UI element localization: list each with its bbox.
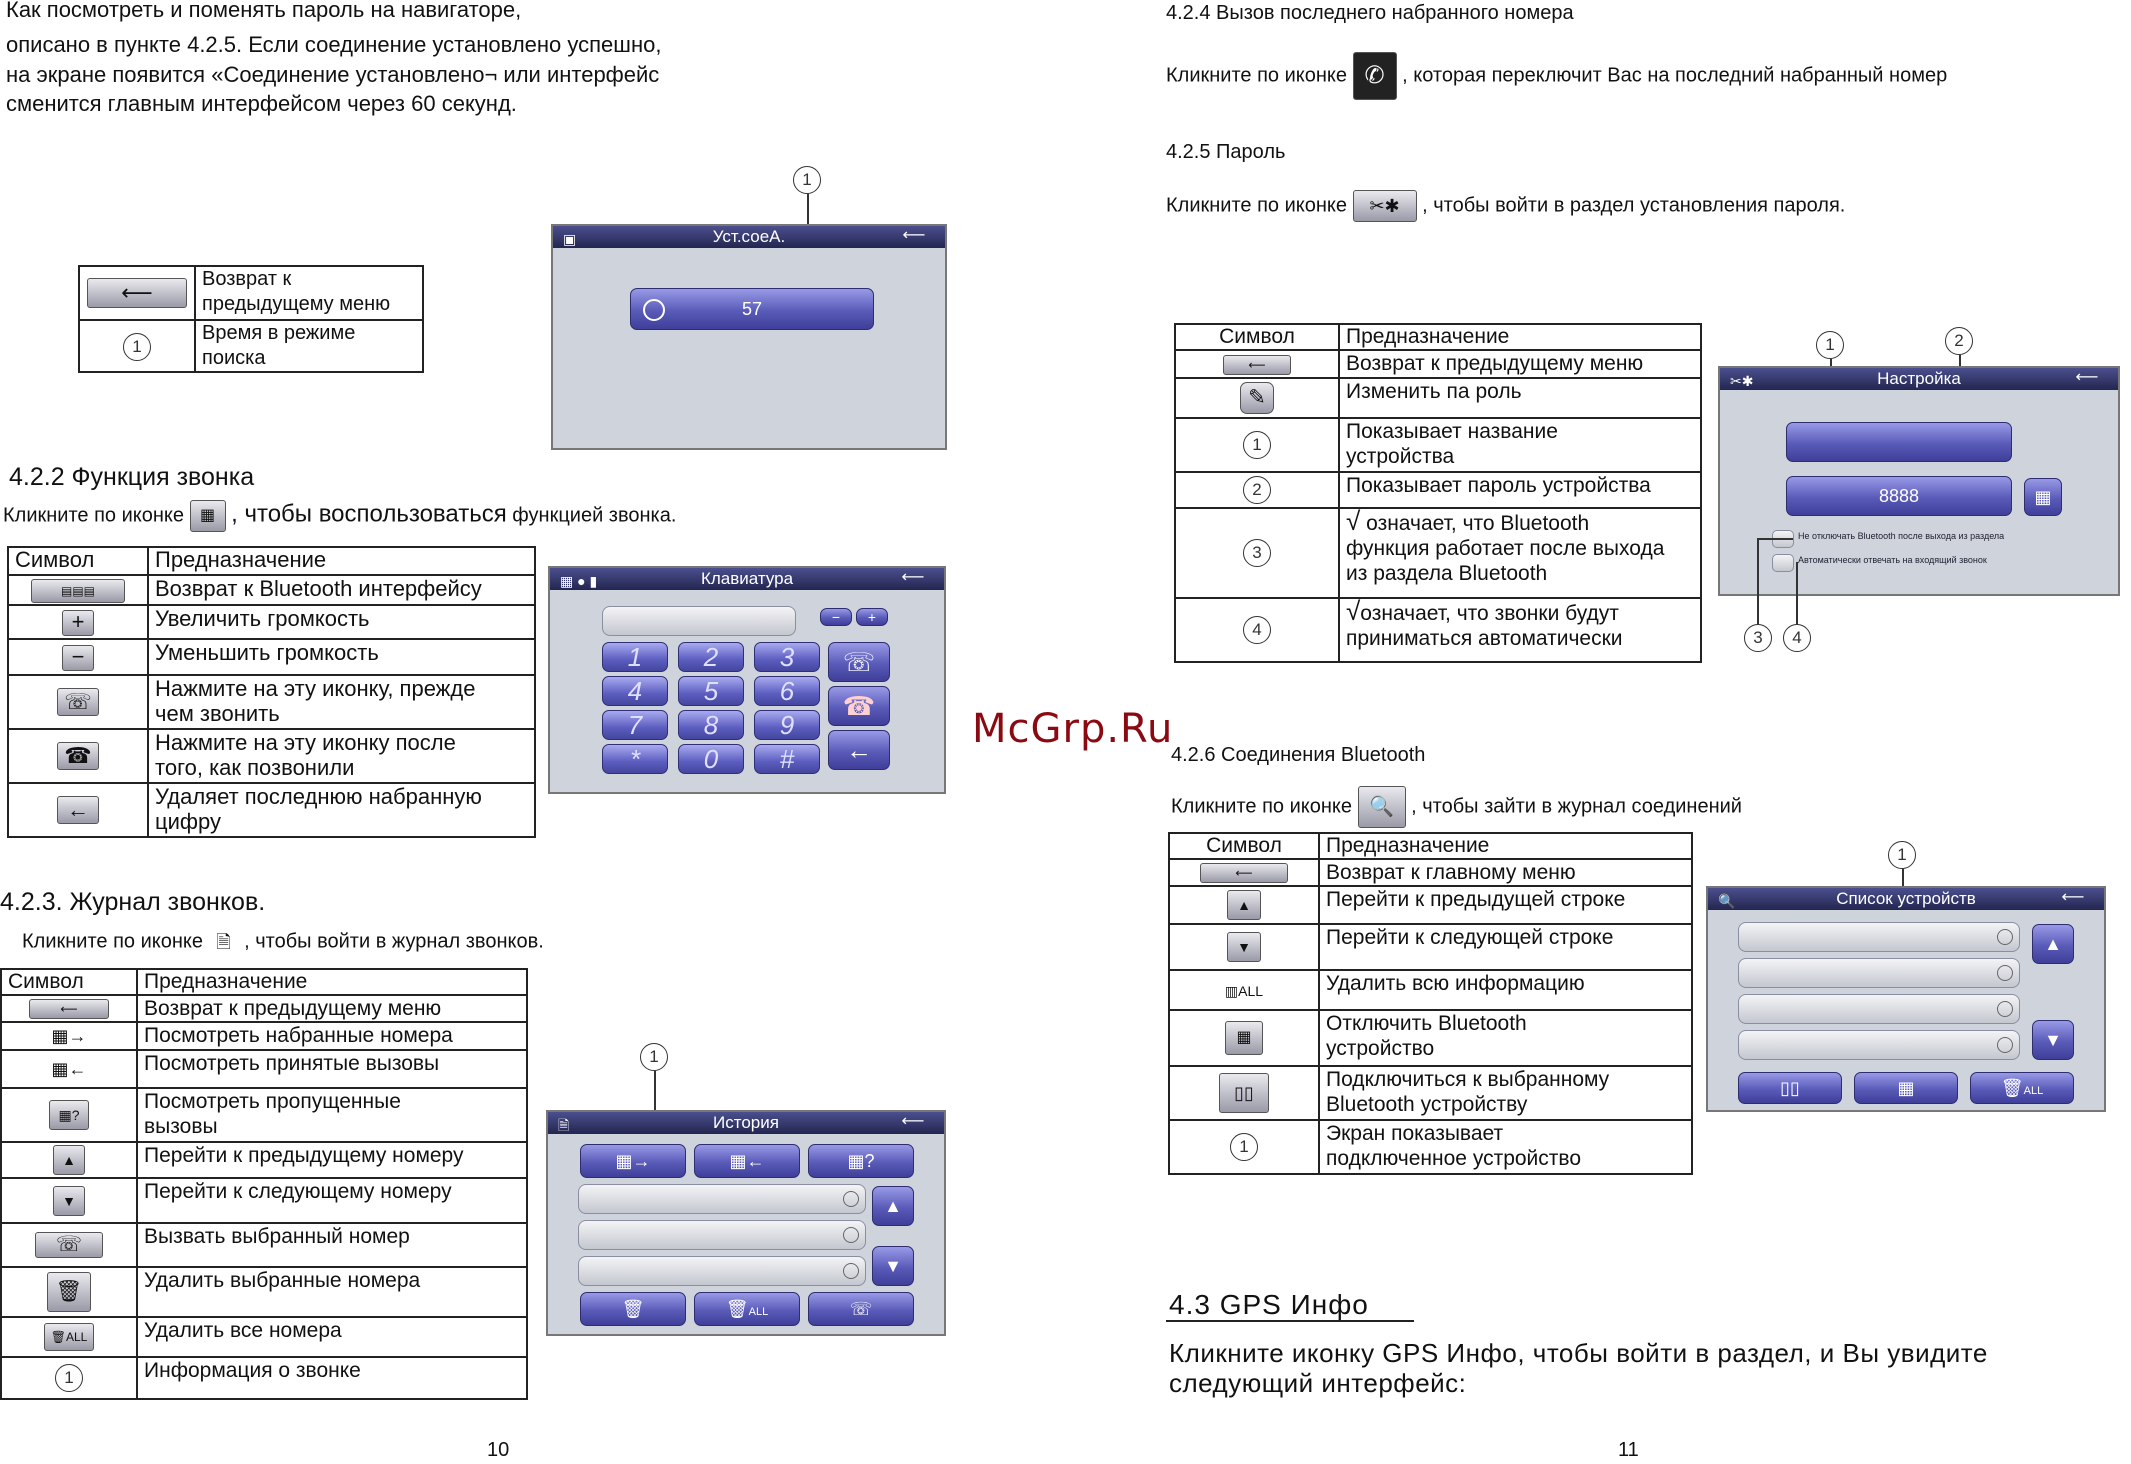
row-desc: Экран показывает xyxy=(1326,1122,1504,1145)
dial-button[interactable] xyxy=(828,642,890,682)
screen-title: Список устройств xyxy=(1836,889,1976,908)
row-desc: Возврат к главному меню xyxy=(1319,859,1692,886)
row-desc: Перейти к следующей строке xyxy=(1319,924,1692,970)
key-button[interactable]: # xyxy=(754,744,820,774)
sec424-text xyxy=(1166,52,1947,100)
up-arrow-icon: ▲ xyxy=(53,1145,85,1175)
delete-selected-button[interactable] xyxy=(580,1292,686,1326)
back-arrow-icon[interactable]: ⟵ xyxy=(2075,369,2099,386)
left-arrow-icon: ← xyxy=(846,735,872,765)
password-field[interactable] xyxy=(1786,476,2012,516)
row-desc: Перейти к предыдущей строке xyxy=(1319,886,1692,924)
connection-screen xyxy=(551,224,947,450)
device-entry[interactable] xyxy=(1738,958,2020,988)
sec43-text-2: следующий интерфейс: xyxy=(1169,1368,1467,1398)
col-symbol: Символ xyxy=(1,969,137,995)
desc-line: Время в режиме xyxy=(202,322,356,344)
settings-tools-icon: ✂✱ xyxy=(1730,373,1754,389)
redial-icon: ✆ xyxy=(1353,52,1397,100)
hang-up-icon: ☎ xyxy=(57,742,99,770)
connect-button[interactable] xyxy=(1738,1072,1842,1104)
col-purpose: Предназначение xyxy=(1339,324,1701,350)
received-button[interactable] xyxy=(694,1144,800,1178)
callout-1: 1 xyxy=(640,1043,668,1071)
row-desc: приниматься автоматически xyxy=(1346,627,1623,650)
phone-icon: ☏ xyxy=(842,647,876,677)
keypad-screen xyxy=(548,566,946,794)
phone-icon: ☏ xyxy=(849,1299,873,1319)
volume-down-button[interactable]: − xyxy=(820,608,852,626)
row-desc: Посмотреть набранные номера xyxy=(137,1022,527,1050)
log-entry[interactable] xyxy=(578,1184,866,1214)
marker-1-icon: 1 xyxy=(1230,1133,1258,1161)
dialed-button[interactable] xyxy=(580,1144,686,1178)
back-arrow-icon: ⟵ xyxy=(87,278,187,308)
scroll-up-button[interactable] xyxy=(2032,924,2074,964)
row-desc: Посмотреть пропущенные xyxy=(144,1090,401,1113)
scroll-down-button[interactable] xyxy=(2032,1020,2074,1060)
key-button[interactable]: 2 xyxy=(678,642,744,672)
down-arrow-icon: ▼ xyxy=(1227,932,1261,962)
marker-3-icon: 3 xyxy=(1243,539,1271,567)
delete-all-icon: 🗑ALL xyxy=(44,1323,94,1351)
row-desc: Показывает пароль устройства xyxy=(1339,472,1701,508)
row-desc: Вызвать выбранный номер xyxy=(137,1223,527,1267)
key-button[interactable]: 5 xyxy=(678,676,744,706)
volume-up-button[interactable]: + xyxy=(856,608,888,626)
row-desc: Посмотреть принятые вызовы xyxy=(137,1050,527,1088)
sec43-text-1: Кликните иконку GPS Инфо, чтобы войти в раздел, и Вы увидите xyxy=(1169,1338,1988,1368)
desc-line: поиска xyxy=(202,347,266,369)
back-arrow-icon: ⟵ xyxy=(1223,355,1291,375)
clock-icon xyxy=(843,1191,859,1207)
row-desc: цифру xyxy=(155,809,221,834)
row-desc: Перейти к следующему номеру xyxy=(137,1178,527,1223)
all-label: ALL xyxy=(748,1306,769,1318)
down-arrow-icon: ▼ xyxy=(884,1256,902,1276)
sec425-text xyxy=(1166,190,1845,222)
row-desc: того, как позвонили xyxy=(155,755,355,780)
backspace-icon: ← xyxy=(57,796,99,824)
clock-icon xyxy=(1997,1001,2013,1017)
call-function-table xyxy=(7,546,536,838)
connect-device-icon: ▯▯ xyxy=(1780,1078,1800,1098)
marker-4-icon: 4 xyxy=(1243,616,1271,644)
received-calls-icon: ▦← xyxy=(51,1059,87,1079)
auto-answer-checkbox[interactable] xyxy=(1772,554,1794,572)
row-desc: вызовы xyxy=(144,1115,218,1138)
intro-line-4: сменится главным интерфейсом через 60 секунд. xyxy=(6,91,517,116)
screen-title: Уст.соеА. xyxy=(712,227,786,246)
delete-selected-icon: 🗑 xyxy=(47,1272,91,1312)
col-purpose: Предназначение xyxy=(148,547,535,575)
row-desc: Нажмите на эту иконку после xyxy=(155,730,456,755)
down-arrow-icon: ▼ xyxy=(53,1186,85,1216)
clock-icon xyxy=(843,1263,859,1279)
password-value: 8888 xyxy=(1878,486,1920,506)
disconnect-icon: ▦ xyxy=(1225,1021,1263,1055)
section-title-4-2-6: 4.2.6 Соединения Bluetooth xyxy=(1171,744,1426,766)
key-button[interactable]: 1 xyxy=(602,642,668,672)
key-button[interactable]: 9 xyxy=(754,710,820,740)
connections-table xyxy=(1168,832,1693,1175)
callout-1: 1 xyxy=(1816,331,1844,359)
section-title-4-2-5: 4.2.5 Пароль xyxy=(1166,141,1286,163)
back-arrow-icon[interactable]: ⟵ xyxy=(901,1113,925,1130)
keep-bluetooth-label: Не отключать Bluetooth после выхода из раздела xyxy=(1798,531,2005,541)
row-desc: из раздела Bluetooth xyxy=(1346,562,1548,585)
keypad-icon: ▦ xyxy=(2034,487,2052,507)
back-arrow-icon: ⟵ xyxy=(29,999,109,1019)
text-post: , которая переключит Вас на последний набранный номер xyxy=(1402,64,1948,87)
row-desc: Перейти к предыдущему номеру xyxy=(137,1142,527,1178)
disconnect-icon: ▦ xyxy=(1897,1078,1915,1098)
text-pre: Кликните по иконке xyxy=(1166,64,1347,87)
text-post: , чтобы войти в журнал звонков. xyxy=(244,930,544,953)
clock-icon xyxy=(1997,929,2013,945)
hang-up-button[interactable] xyxy=(828,686,890,726)
intro-line-1: Как посмотреть и поменять пароль на навигаторе, xyxy=(6,0,522,22)
screen-title: Настройка xyxy=(1877,369,1961,388)
text-post-2: функцией звонка. xyxy=(506,504,677,527)
section-title-4-3: 4.3 GPS Инфо xyxy=(1169,1289,1369,1320)
check-icon: √ xyxy=(1346,506,1361,536)
row-desc: означает, что звонки будут xyxy=(1360,602,1619,625)
row-desc: подключенное устройство xyxy=(1326,1147,1582,1170)
received-calls-icon: ▦← xyxy=(729,1151,765,1171)
key-button[interactable]: 0 xyxy=(678,744,744,774)
missed-calls-icon: ▦? xyxy=(49,1100,89,1130)
clock-icon xyxy=(1997,965,2013,981)
missed-button[interactable] xyxy=(808,1144,914,1178)
change-password-icon: ✎ xyxy=(1240,382,1274,414)
row-desc: Показывает название xyxy=(1346,420,1558,443)
all-label: ALL xyxy=(2023,1085,2044,1097)
settings-screen xyxy=(1718,366,2120,596)
text-pre: Кликните по иконке xyxy=(1166,194,1347,217)
section-title-4-2-4: 4.2.4 Вызов последнего набранного номера xyxy=(1166,2,1574,24)
log-entry[interactable] xyxy=(578,1256,866,1286)
row-desc: Bluetooth устройству xyxy=(1326,1093,1528,1116)
row-desc: Увеличить громкость xyxy=(148,605,535,639)
call-log-icon: 🗎 xyxy=(209,924,239,960)
row-desc: Удалить всю информацию xyxy=(1319,970,1692,1010)
missed-calls-icon: ▦? xyxy=(847,1151,875,1171)
marker-1-icon: 1 xyxy=(123,333,151,361)
col-symbol: Символ xyxy=(8,547,148,575)
page-number-right: 11 xyxy=(1618,1439,1639,1461)
section-title-4-2-3: 4.2.3. Журнал звонков. xyxy=(0,888,266,916)
call-selected-icon: ☏ xyxy=(35,1232,103,1258)
phone-hangup-icon: ☎ xyxy=(842,691,876,721)
callout-1: 1 xyxy=(793,166,821,194)
volume-up-icon: + xyxy=(62,610,94,636)
check-icon: √ xyxy=(1346,596,1361,626)
call-log-icon: 🗎 xyxy=(558,1117,570,1133)
desc-line: Возврат к xyxy=(202,268,292,290)
up-arrow-icon: ▲ xyxy=(884,1196,902,1216)
desc-line: предыдущему меню xyxy=(202,293,391,315)
device-list-screen xyxy=(1706,886,2106,1112)
scroll-down-button[interactable] xyxy=(872,1246,914,1286)
col-purpose: Предназначение xyxy=(137,969,527,995)
text-post: , чтобы воспользоваться xyxy=(231,500,507,528)
connections-log-icon: 🔍 xyxy=(1718,893,1736,909)
key-button[interactable]: 8 xyxy=(678,710,744,740)
row-desc: Подключиться к выбранному xyxy=(1326,1068,1610,1091)
auto-answer-label: Автоматически отвечать на входящий звонок xyxy=(1798,555,1987,565)
dialed-numbers-icon: ▦→ xyxy=(51,1026,87,1046)
trash-icon: 🗑 xyxy=(621,1299,645,1319)
sec426-text xyxy=(1171,786,1742,828)
col-purpose: Предназначение xyxy=(1319,833,1692,859)
trash-all-icon: 🗑 xyxy=(2000,1078,2024,1098)
scroll-up-button[interactable] xyxy=(872,1186,914,1226)
device-entry[interactable] xyxy=(1738,922,2020,952)
disconnect-button[interactable] xyxy=(1854,1072,1958,1104)
row-desc: Уменьшить громкость xyxy=(148,639,535,675)
log-entry[interactable] xyxy=(578,1220,866,1250)
callout-4: 4 xyxy=(1783,624,1811,652)
watermark: McGrp.Ru xyxy=(972,706,1174,752)
row-desc: Возврат к Bluetooth интерфейсу xyxy=(148,575,535,605)
intro-line-3: на экране появится «Соединение установлено¬ или интерфейс xyxy=(6,62,660,87)
row-desc: Удаляет последнюю набранную xyxy=(155,784,482,809)
back-arrow-icon: ⟵ xyxy=(1200,863,1288,883)
clock-icon xyxy=(643,299,665,321)
row-desc: устройство xyxy=(1326,1037,1435,1060)
row-desc: функция работает после выхода xyxy=(1346,537,1665,560)
row-desc: Нажмите на эту иконку, прежде xyxy=(155,676,476,701)
text-pre: Кликните по иконке xyxy=(22,930,203,953)
callout-1: 1 xyxy=(1888,841,1916,869)
key-button[interactable]: 3 xyxy=(754,642,820,672)
dialed-numbers-icon: ▦→ xyxy=(615,1151,651,1171)
key-button[interactable]: 6 xyxy=(754,676,820,706)
settings-tools-icon: ✂✱ xyxy=(1353,190,1417,222)
row-desc: Удалить выбранные номера xyxy=(137,1267,527,1317)
row-desc: Возврат к предыдущему меню xyxy=(137,995,527,1022)
col-symbol: Символ xyxy=(1175,324,1339,350)
dial-icon: ☏ xyxy=(57,688,99,716)
back-arrow-icon[interactable]: ⟵ xyxy=(901,569,925,586)
clock-icon xyxy=(1997,1037,2013,1053)
text-pre: Кликните по иконке xyxy=(3,504,184,527)
password-table xyxy=(1174,323,1702,663)
section-title-4-2-2: 4.2.2 Функция звонка xyxy=(9,463,255,491)
row-desc: Удалить все номера xyxy=(137,1317,527,1357)
text-pre: Кликните по иконке xyxy=(1171,795,1352,818)
marker-1-icon: 1 xyxy=(1243,431,1271,459)
row-desc: устройства xyxy=(1346,445,1455,468)
connect-device-icon: ▯▯ xyxy=(1219,1073,1269,1113)
callout-3: 3 xyxy=(1744,624,1772,652)
key-button[interactable]: 4 xyxy=(602,676,668,706)
col-symbol: Символ xyxy=(1169,833,1319,859)
key-button[interactable]: 7 xyxy=(602,710,668,740)
text-post: , чтобы зайти в журнал соединений xyxy=(1411,795,1742,818)
call-button[interactable] xyxy=(808,1292,914,1326)
screen-title: Клавиатура xyxy=(700,569,794,588)
screen-title: История xyxy=(713,1113,779,1132)
clock-icon xyxy=(843,1227,859,1243)
sec422-text xyxy=(3,500,676,532)
row-desc: означает, что Bluetooth xyxy=(1366,512,1590,535)
row-desc: чем звонить xyxy=(155,701,280,726)
keypad-icon: ▦ ● ▮ xyxy=(560,573,598,589)
delete-all-button[interactable] xyxy=(694,1292,800,1326)
marker-1-icon: 1 xyxy=(55,1364,83,1392)
call-log-table xyxy=(0,968,528,1400)
up-arrow-icon: ▲ xyxy=(2044,934,2062,954)
key-button[interactable]: * xyxy=(602,744,668,774)
intro-line-2: описано в пункте 4.2.5. Если соединение установлено успешно, xyxy=(6,32,662,57)
text-post: , чтобы войти в раздел установления пароля. xyxy=(1422,194,1846,217)
timer-value: 57 xyxy=(741,299,763,319)
delete-all-icon: ▥ALL xyxy=(1224,982,1264,999)
connections-log-icon: 🔍 xyxy=(1358,786,1406,828)
bluetooth-interface-icon: ▤▤▤ xyxy=(31,579,125,603)
backspace-button[interactable] xyxy=(828,730,890,770)
keypad-button[interactable] xyxy=(2024,478,2062,516)
row-desc: Возврат к предыдущему меню xyxy=(1339,350,1701,378)
history-screen xyxy=(546,1110,946,1336)
trash-all-icon: 🗑 xyxy=(725,1299,749,1319)
row-desc: Отключить Bluetooth xyxy=(1326,1012,1527,1035)
back-arrow-icon[interactable]: ⟵ xyxy=(2061,889,2085,906)
row-desc: Информация о звонке xyxy=(137,1357,527,1399)
connection-symbol-table xyxy=(78,265,424,373)
sec423-text xyxy=(22,924,544,960)
device-entry[interactable] xyxy=(1738,1030,2020,1060)
page-number-left: 10 xyxy=(487,1439,510,1461)
callout-2: 2 xyxy=(1945,327,1973,355)
row-desc: Изменить па роль xyxy=(1339,378,1701,418)
device-name-field[interactable] xyxy=(1786,422,2012,462)
marker-2-icon: 2 xyxy=(1243,476,1271,504)
delete-all-button[interactable] xyxy=(1970,1072,2074,1104)
device-icon: ▣ xyxy=(563,231,577,247)
volume-down-icon: − xyxy=(62,645,94,671)
back-arrow-icon[interactable]: ⟵ xyxy=(902,227,926,244)
up-arrow-icon: ▲ xyxy=(1227,890,1261,920)
device-entry[interactable] xyxy=(1738,994,2020,1024)
number-input[interactable] xyxy=(602,606,796,636)
keypad-icon: ▦ xyxy=(190,500,226,532)
timer-bar xyxy=(630,288,874,330)
down-arrow-icon: ▼ xyxy=(2044,1030,2062,1050)
